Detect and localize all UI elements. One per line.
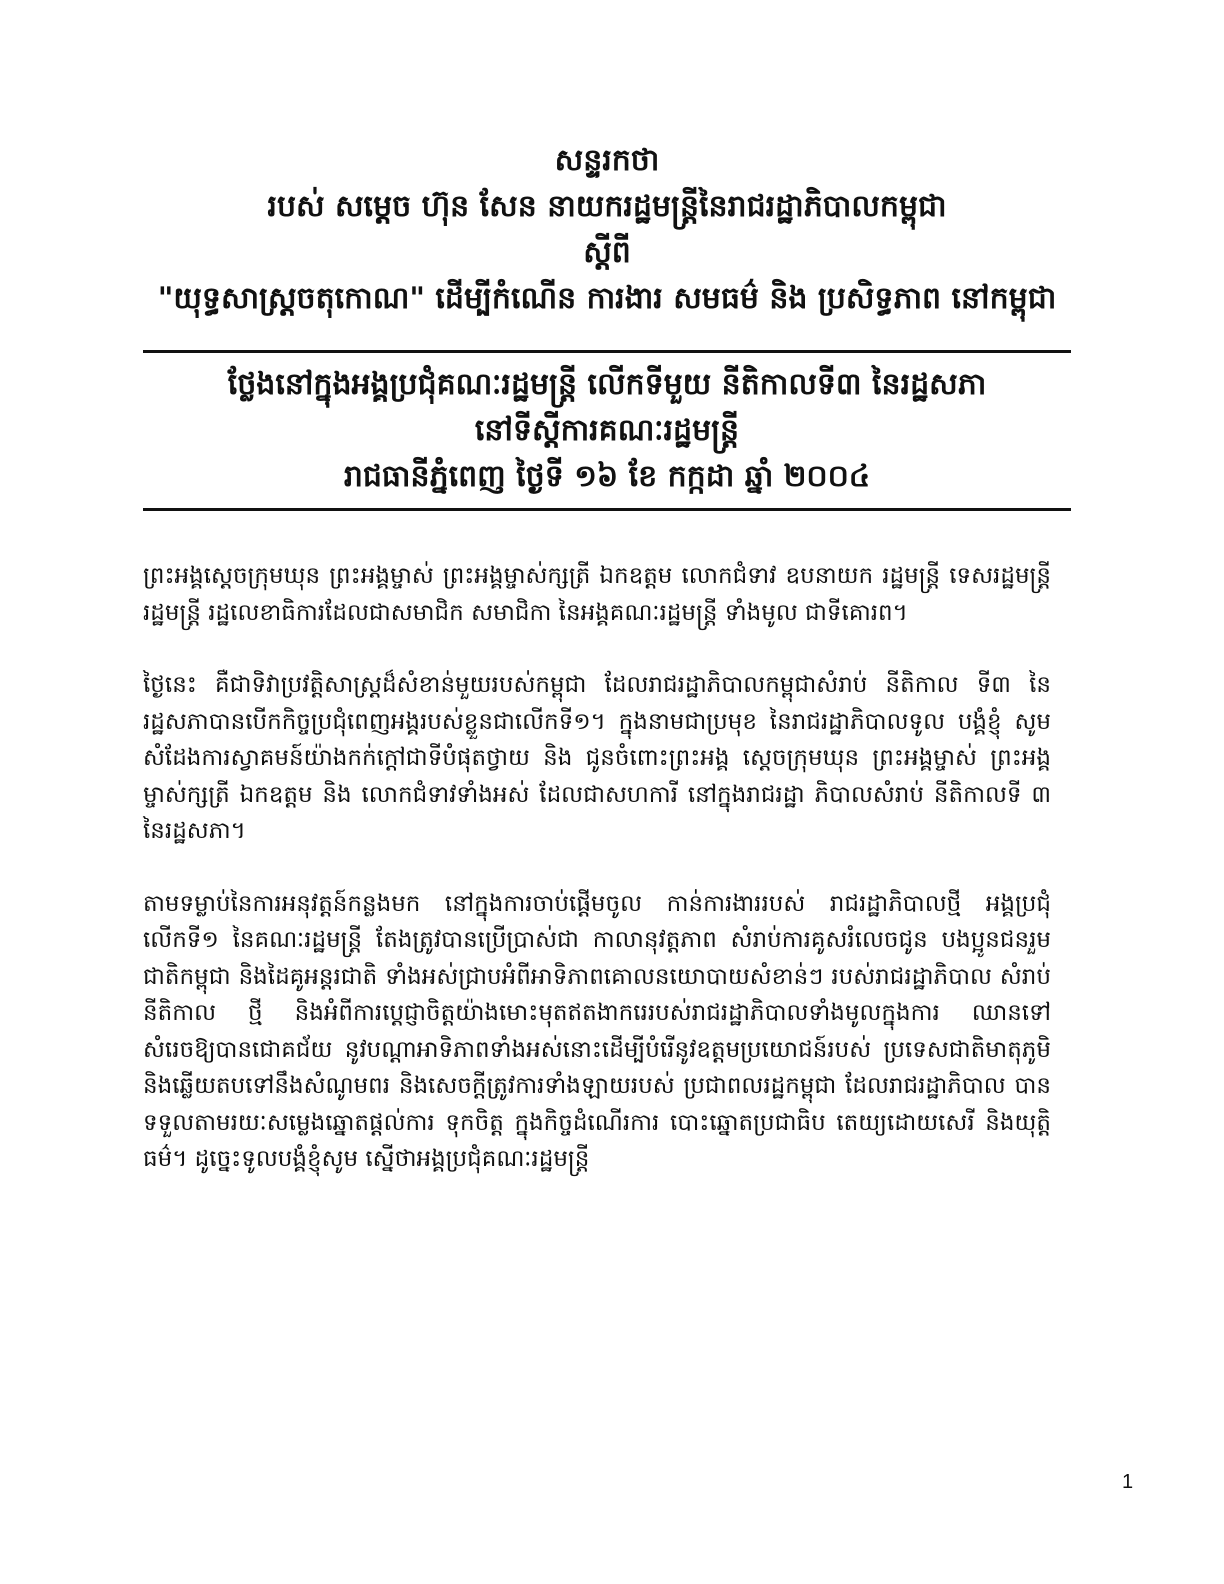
divider-top [143,350,1071,353]
paragraph-welcome: ថ្ងៃនេះ គឺជាទិវាប្រវត្តិសាស្ត្រដ៏សំខាន់មួយរបស់កម្ពុជា ដែលរាជរដ្ឋាភិបាលកម្ពុជាសំរាប់ នីតិកាល ទី៣ នៃ រដ្ឋសភាបានបើកកិច្ចប្រជុំពេញអង្គរបស់ខ្លួនជាលើកទី១។ ក្នុងនាមជាប្រមុខ នៃរាជរដ្ឋាភិបាលទូល បង្គំខ្ញុំ សូមសំដែងការស្វាគមន៍យ៉ាងកក់ក្ដៅជាទីបំផុតថ្វាយ និង ជូនចំពោះព្រះអង្គ ស្ដេចក្រុមឃុន ព្រះអង្គម្ចាស់ ព្រះអង្គម្ចាស់ក្សត្រី ឯកឧត្ដម និង លោកជំទាវទាំងអស់ ដែលជាសហការី នៅក្នុងរាជរដ្ឋា ភិបាលសំរាប់ នីតិកាលទី ៣ នៃរដ្ឋសភា។ [143,672,1051,844]
occasion-line-1: ថ្លែងនៅក្នុងអង្គប្រជុំគណៈរដ្ឋមន្ត្រី លើកទីមួយ នីតិកាលទី៣ នៃរដ្ឋសភា [227,367,987,402]
title-line-1: សន្ទរកថា [554,143,660,178]
occasion-line-3: រាជធានីភ្នំពេញ ថ្ងៃទី ១៦ ខែ កក្កដា ឆ្នាំ ២០០៤ [343,459,871,494]
page-number: 1 [1122,1471,1134,1493]
speech-title [140,138,1074,322]
paragraph-greeting: ព្រះអង្គស្ដេចក្រុមឃុន ព្រះអង្គម្ចាស់ ព្រះអង្គម្ចាស់ក្សត្រី ឯកឧត្ដម លោកជំទាវ ឧបនាយក រដ្ឋមន្ត្រី ទេសរដ្ឋមន្ត្រី រដ្ឋមន្ត្រី រដ្ឋលេខាធិការដែលជាសមាជិក សមាជិកា នៃអង្គគណៈរដ្ឋមន្ត្រី ទាំងមូល ជាទីគោរព។ [143,563,1051,626]
occasion-line-2: នៅទីស្ដីការគណៈរដ្ឋមន្ត្រី [474,413,740,448]
title-line-3: ស្ដីពី [583,235,631,270]
title-line-4: "យុទ្ធសាស្ត្រចតុកោណ" ដើម្បីកំណើន ការងារ សមធម៌ និង ប្រសិទ្ធភាព នៅកម្ពុជា [157,281,1057,316]
divider-bottom [143,508,1071,511]
speech-body [143,558,1051,1214]
title-line-2: របស់ សម្ដេច ហ៊ុន សែន នាយករដ្ឋមន្ត្រីនៃរាជរដ្ឋាភិបាលកម្ពុជា [267,189,947,224]
speech-occasion [140,362,1074,500]
paragraph-priorities: តាមទម្លាប់នៃការអនុវត្តន៍កន្លងមក នៅក្នុងការចាប់ផ្ដើមចូល កាន់ការងាររបស់ រាជរដ្ឋាភិបាលថ្មី អង្គប្រជុំ លើកទី១ នៃគណៈរដ្ឋមន្ត្រី តែងត្រូវបានប្រើប្រាស់ជា កាលានុវត្តភាព សំរាប់ការគូសរំលេចជូន បងប្អូនជនរួម ជាតិកម្ពុជា និងដៃគូអន្តរជាតិ ទាំងអស់ជ្រាបអំពីអាទិភាពគោលនយោបាយសំខាន់ៗ របស់រាជរដ្ឋាភិបាល សំរាប់នីតិកាល ថ្មី និងអំពីការប្ដេជ្ញាចិត្តយ៉ាងមោះមុតឥតងាករេរបស់រាជរដ្ឋាភិបាលទាំងមូលក្នុងការ ឈានទៅ សំរេចឱ្យបានជោគជ័យ នូវបណ្ដាអាទិភាពទាំងអស់នោះដើម្បីបំរើនូវឧត្ដមប្រយោជន៍របស់ ប្រទេសជាតិមាតុភូមិ និងឆ្លើយតបទៅនឹងសំណូមពរ និងសេចក្ដីត្រូវការទាំងឡាយរបស់ ប្រជាពលរដ្ឋកម្ពុជា ដែលរាជរដ្ឋាភិបាល បានទទួលតាមរយៈសម្លេងឆ្នោតផ្ដល់ការ ទុកចិត្ត ក្នុងកិច្ចដំណើរការ បោះឆ្នោតប្រជាធិប តេយ្យដោយសេរី និងយុត្តិធម៌។ ដូច្នេះទូលបង្គំខ្ញុំសូម ស្នើថាអង្គប្រជុំគណៈរដ្ឋមន្ត្រី [143,890,1051,1172]
